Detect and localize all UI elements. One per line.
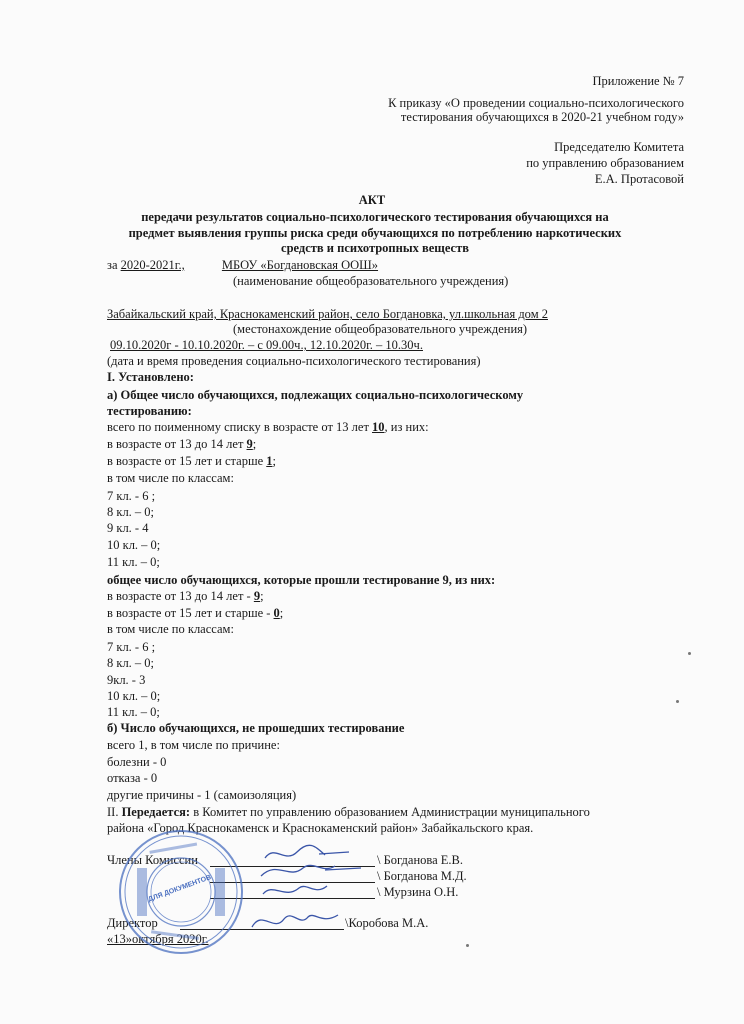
school-address-caption: (местонахождение общеобразовательного учреждения)	[233, 322, 528, 336]
section2-label: Передается:	[121, 805, 191, 819]
addressee-line3: Е.А. Протасовой	[594, 172, 684, 186]
act-subtitle-line2: предмет выявления группы риска среди обучающихся по потреблению наркотических	[128, 226, 622, 240]
passed-age13-value: 9	[253, 589, 261, 603]
school-year-value: 2020-2021г.,	[120, 258, 185, 272]
not-passed-heading: б) Число обучающихся, не прошедших тестирование	[107, 721, 405, 735]
section1a-heading-line2: тестированию:	[107, 404, 192, 418]
passed-age15-suffix: ;	[279, 606, 284, 620]
age15-suffix: ;	[272, 454, 276, 468]
total-students-line	[107, 420, 429, 434]
class-count-line: 9 кл. - 4	[107, 521, 149, 535]
passed-age15-line	[107, 606, 283, 620]
reason-illness: болезни - 0	[107, 755, 167, 769]
passed-age13-prefix: в возрасте от 13 до 14 лет -	[107, 589, 254, 603]
passed-class-count-line: 7 кл. - 6 ;	[107, 640, 156, 654]
passed-class-count-line: 11 кл. – 0;	[107, 705, 160, 719]
age15-value: 1	[266, 454, 273, 468]
scan-speck	[676, 700, 679, 703]
commission-member-name: \ Богданова Е.В.	[377, 853, 464, 867]
class-count-line: 10 кл. – 0;	[107, 538, 161, 552]
age13-prefix: в возрасте от 13 до 14 лет	[107, 437, 247, 451]
passed-heading: общее число обучающихся, которые прошли тестирование 9, из них:	[107, 573, 496, 587]
official-stamp	[117, 828, 245, 956]
reason-other: другие причины - 1 (самоизоляция)	[107, 788, 297, 802]
order-reference-line1: К приказу «О проведении социально-психологического	[388, 96, 684, 110]
passed-age15-value: 0	[273, 606, 280, 620]
commission-member-name: \ Мурзина О.Н.	[377, 885, 459, 899]
director-name: \Коробова М.А.	[345, 916, 429, 930]
stamp-text: ДЛЯ ДОКУМЕНТОВ	[147, 874, 213, 904]
age15-prefix: в возрасте от 15 лет и старше	[107, 454, 267, 468]
scan-speck	[466, 944, 469, 947]
testing-dates-caption: (дата и время проведения социально-психологического тестирования)	[107, 354, 481, 368]
addressee-line2: по управлению образованием	[526, 156, 684, 170]
passed-by-class-label: в том числе по классам:	[107, 622, 234, 636]
school-year-line	[107, 258, 378, 272]
age13-suffix: ;	[252, 437, 257, 451]
signature-director	[248, 905, 348, 935]
commission-member-name: \ Богданова М.Д.	[377, 869, 467, 883]
reason-refusal: отказа - 0	[107, 771, 158, 785]
age13-value: 9	[246, 437, 253, 451]
testing-dates: 09.10.2020г - 10.10.2020г. – с 09.00ч., 12.10.2020г. – 10.30ч.	[110, 338, 423, 352]
act-title: АКТ	[358, 193, 386, 207]
commission-label: Члены Комиссии	[107, 853, 198, 867]
appendix-number: Приложение № 7	[592, 74, 684, 88]
scan-speck	[688, 652, 691, 655]
act-subtitle-line1: передачи результатов социально-психологического тестирования обучающихся на	[141, 210, 609, 224]
school-address: Забайкальский край, Краснокаменский район, село Богдановка, ул.школьная дом 2	[107, 307, 548, 321]
school-name: МБОУ «Богдановская ООШ»	[221, 258, 379, 272]
section2-prefix: II.	[107, 805, 122, 819]
director-label: Директор	[107, 916, 158, 930]
school-name-caption: (наименование общеобразовательного учреждения)	[233, 274, 509, 288]
section2-line1-rest: в Комитет по управлению образованием Администрации муниципального	[190, 805, 590, 819]
passed-age15-prefix: в возрасте от 15 лет и старше -	[107, 606, 274, 620]
passed-class-count-line: 9кл. - 3	[107, 673, 146, 687]
section2-line1	[107, 805, 590, 819]
passed-class-count-line: 10 кл. – 0;	[107, 689, 161, 703]
total-prefix: всего по поименному списку в возрасте от 13 лет	[107, 420, 369, 434]
class-count-line: 8 кл. – 0;	[107, 505, 155, 519]
class-count-line: 7 кл. - 6 ;	[107, 489, 156, 503]
addressee-line1: Председателю Комитета	[554, 140, 684, 154]
total-suffix: , из них:	[384, 420, 429, 434]
passed-age13-suffix: ;	[260, 589, 264, 603]
class-count-line: 11 кл. – 0;	[107, 555, 160, 569]
act-subtitle-line3: средств и психотропных веществ	[281, 241, 469, 255]
signature-member1	[255, 840, 375, 910]
passed-age13-line	[107, 589, 264, 603]
age15-line	[107, 454, 276, 468]
section1-heading: I. Установлено:	[107, 370, 194, 384]
not-passed-total: всего 1, в том числе по причине:	[107, 738, 280, 752]
passed-class-count-line: 8 кл. – 0;	[107, 656, 155, 670]
section2-line2: района «Город Краснокаменск и Краснокаменский район» Забайкальского края.	[107, 821, 534, 835]
total-value: 10	[372, 420, 385, 434]
act-date: «13»октября 2020г.	[107, 932, 209, 946]
school-year-prefix: за	[107, 258, 118, 272]
by-class-label: в том числе по классам:	[107, 471, 234, 485]
age13-line	[107, 437, 256, 451]
order-reference-line2: тестирования обучающихся в 2020-21 учебном году»	[400, 110, 684, 124]
section1a-heading-line1: а) Общее число обучающихся, подлежащих социально-психологическому	[107, 388, 524, 402]
